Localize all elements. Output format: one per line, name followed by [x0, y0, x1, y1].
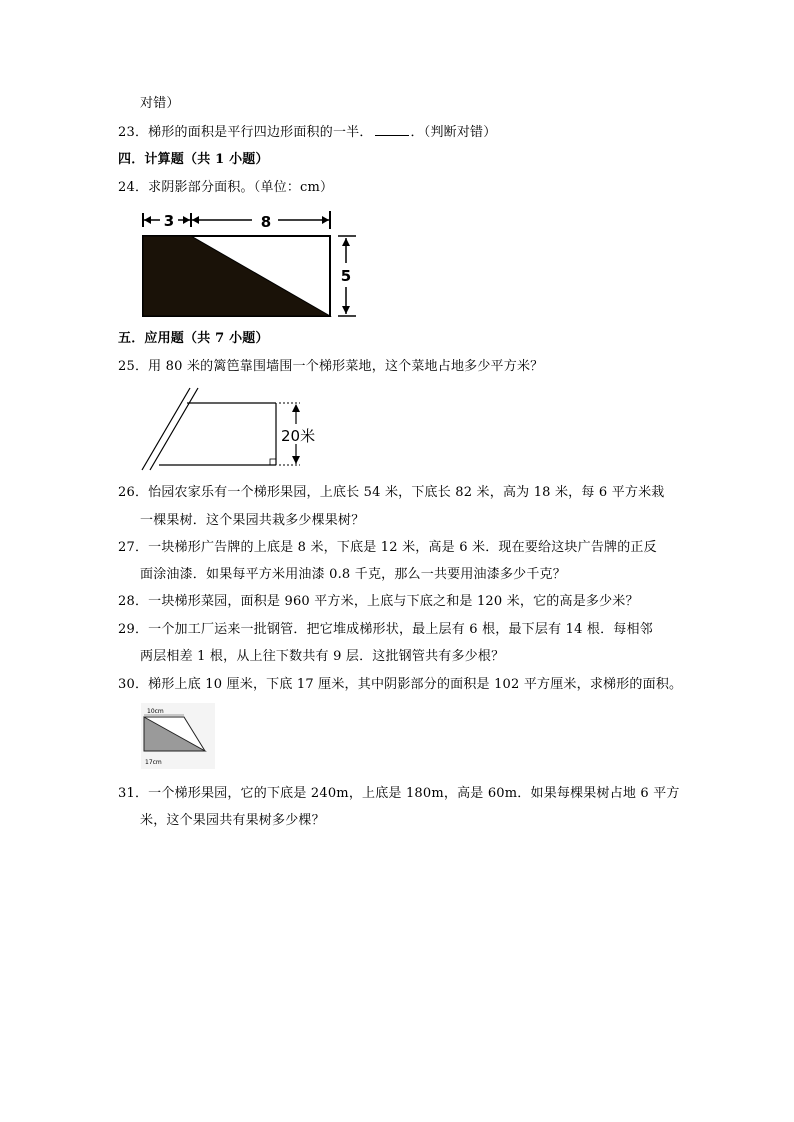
dim-3-label: 3 — [163, 212, 175, 230]
section-4-heading: 四．计算题（共 1 小题） — [118, 152, 269, 167]
q24-figure — [138, 205, 360, 323]
q30-figure — [141, 703, 215, 769]
question-25: 25．用 80 米的篱笆靠围墙围一个梯形菜地，这个菜地占地多少平方米？ — [118, 359, 544, 374]
question-27-line2: 面涂油漆．如果每平方米用油漆 0.8 千克，那么一共要用油漆多少千克？ — [140, 567, 566, 582]
question-27-line1: 27．一块梯形广告牌的上底是 8 米，下底是 12 米，高是 6 米．现在要给这块广告牌的正反 — [118, 540, 657, 555]
answer-blank[interactable] — [375, 123, 409, 136]
question-23 — [118, 123, 496, 142]
q23-text: 23．梯形的面积是平行四边形面积的一半． — [118, 125, 373, 140]
bottom-base-label: 17cm — [145, 759, 162, 766]
dim-8-label: 8 — [260, 213, 272, 231]
q22-tail: 对错） — [140, 96, 180, 111]
q23-tail: ．（判断对错） — [410, 125, 497, 140]
question-26-line1: 26．怡园农家乐有一个梯形果园，上底长 54 米，下底长 82 米，高为 18 米，每 6 平方米栽 — [118, 485, 665, 500]
dim-5-label: 5 — [340, 267, 352, 285]
question-29-line1: 29．一个加工厂运来一批钢管．把它堆成梯形状，最上层有 6 根，最下层有 14 根．每相邻 — [118, 622, 653, 637]
q25-figure — [138, 386, 323, 472]
question-31-line1: 31．一个梯形果园，它的下底是 240m，上底是 180m，高是 60m．如果每棵果树占地 6 平方 — [118, 786, 680, 801]
height-20m-label: 20米 — [281, 427, 316, 445]
question-24: 24．求阴影部分面积。（单位：cm） — [118, 180, 334, 195]
question-28: 28．一块梯形菜园，面积是 960 平方米，上底与下底之和是 120 米，它的高是多少米？ — [118, 594, 639, 609]
question-31-line2: 米，这个果园共有果树多少棵？ — [140, 813, 325, 828]
question-26-line2: 一棵果树．这个果园共栽多少棵果树？ — [140, 513, 365, 528]
top-base-label: 10cm — [147, 708, 164, 715]
section-5-heading: 五．应用题（共 7 小题） — [118, 331, 269, 346]
question-29-line2: 两层相差 1 根，从上往下数共有 9 层．这批钢管共有多少根？ — [140, 649, 505, 664]
question-30: 30．梯形上底 10 厘米，下底 17 厘米，其中阴影部分的面积是 102 平方厘米，求梯形的面积。 — [118, 677, 683, 692]
